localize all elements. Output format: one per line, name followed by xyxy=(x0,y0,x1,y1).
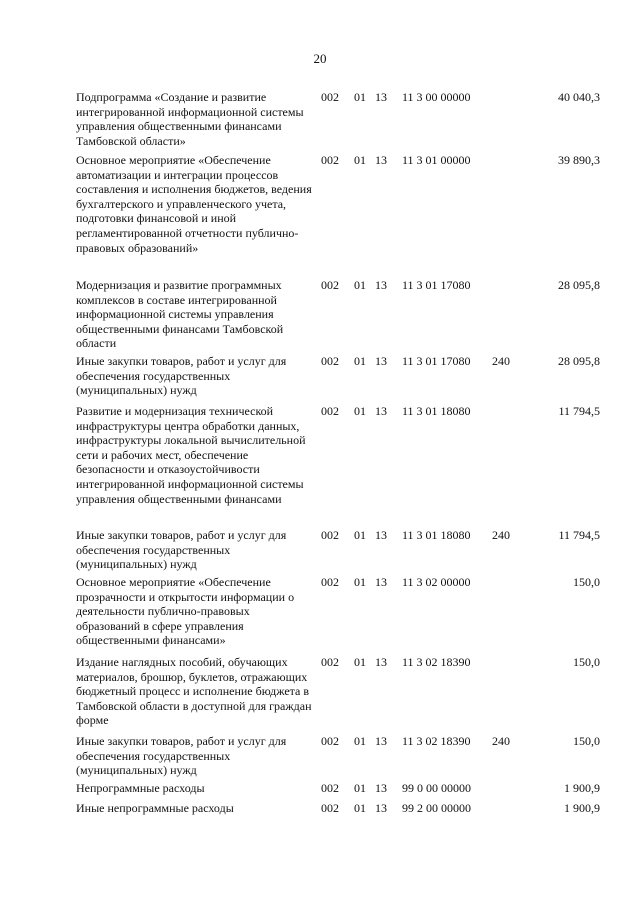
row-subsection: 13 xyxy=(375,404,387,418)
row-name: Издание наглядных пособий, обучающих материалов, брошюр, буклетов, отражающих бюджетный процесс и исполнение бюджета в Тамбовской области в доступной для граждан форме xyxy=(76,655,312,728)
row-target-article: 11 3 01 00000 xyxy=(402,153,471,167)
row-section: 01 xyxy=(354,528,366,542)
row-amount: 1 900,9 xyxy=(564,801,600,815)
row-section: 01 xyxy=(354,90,366,104)
row-amount: 28 095,8 xyxy=(558,278,600,292)
row-expense-type: 240 xyxy=(492,354,510,368)
row-target-article: 11 3 00 00000 xyxy=(402,90,471,104)
row-target-article: 11 3 01 18080 xyxy=(402,528,471,542)
row-subsection: 13 xyxy=(375,354,387,368)
row-name: Иные закупки товаров, работ и услуг для обеспечения государственных (муниципальных) нужд xyxy=(76,354,287,398)
row-amount: 150,0 xyxy=(573,734,600,748)
row-expense-type: 240 xyxy=(492,734,510,748)
row-admin-code: 002 xyxy=(321,801,339,815)
row-section: 01 xyxy=(354,655,366,669)
row-admin-code: 002 xyxy=(321,655,339,669)
row-section: 01 xyxy=(354,801,366,815)
row-subsection: 13 xyxy=(375,278,387,292)
row-name: Подпрограмма «Создание и развитие интегрированной информационной системы управления общественными финансами Тамбовской области» xyxy=(76,90,304,148)
row-name: Основное мероприятие «Обеспечение автоматизации и интеграции процессов составления и исполнения бюджетов, ведения бухгалтерского и управленческого учета, подготовки финансовой и иной регламентированной отчетности публично-правовых образований» xyxy=(76,153,312,255)
row-expense-type: 240 xyxy=(492,528,510,542)
row-admin-code: 002 xyxy=(321,354,339,368)
row-subsection: 13 xyxy=(375,801,387,815)
row-section: 01 xyxy=(354,153,366,167)
row-amount: 40 040,3 xyxy=(558,90,600,104)
row-amount: 1 900,9 xyxy=(564,781,600,795)
row-section: 01 xyxy=(354,278,366,292)
row-name: Иные непрограммные расходы xyxy=(76,801,234,815)
row-name: Модернизация и развитие программных комплексов в составе интегрированной информационной системы управления общественными финансами Тамбовской области xyxy=(76,278,284,351)
row-amount: 39 890,3 xyxy=(558,153,600,167)
row-admin-code: 002 xyxy=(321,575,339,589)
row-subsection: 13 xyxy=(375,655,387,669)
row-subsection: 13 xyxy=(375,90,387,104)
row-amount: 150,0 xyxy=(573,655,600,669)
row-amount: 11 794,5 xyxy=(558,404,600,418)
row-admin-code: 002 xyxy=(321,528,339,542)
row-target-article: 11 3 02 18390 xyxy=(402,655,471,669)
page-number: 20 xyxy=(313,51,327,66)
row-target-article: 11 3 01 17080 xyxy=(402,278,471,292)
row-admin-code: 002 xyxy=(321,781,339,795)
row-admin-code: 002 xyxy=(321,278,339,292)
row-subsection: 13 xyxy=(375,781,387,795)
row-target-article: 11 3 02 18390 xyxy=(402,734,471,748)
row-section: 01 xyxy=(354,781,366,795)
row-section: 01 xyxy=(354,575,366,589)
row-target-article: 11 3 01 18080 xyxy=(402,404,471,418)
row-section: 01 xyxy=(354,354,366,368)
row-name: Развитие и модернизация технической инфраструктуры центра обработки данных, инфраструктуры локальной вычислительной сети и рабочих мест, обеспечение безопасности и отказоустойчивости интегрированной информационной системы управления общественными финансами xyxy=(76,404,306,506)
row-target-article: 99 2 00 00000 xyxy=(402,801,471,815)
row-name: Непрограммные расходы xyxy=(76,781,205,795)
row-admin-code: 002 xyxy=(321,153,339,167)
row-target-article: 99 0 00 00000 xyxy=(402,781,471,795)
row-name: Основное мероприятие «Обеспечение прозрачности и открытости информации о деятельности публично-правовых образований в сфере управления общественными финансами» xyxy=(76,575,295,648)
row-name: Иные закупки товаров, работ и услуг для обеспечения государственных (муниципальных) нужд xyxy=(76,528,287,572)
row-subsection: 13 xyxy=(375,575,387,589)
row-subsection: 13 xyxy=(375,153,387,167)
row-name: Иные закупки товаров, работ и услуг для обеспечения государственных (муниципальных) нужд xyxy=(76,734,287,778)
row-amount: 28 095,8 xyxy=(558,354,600,368)
row-target-article: 11 3 02 00000 xyxy=(402,575,471,589)
row-subsection: 13 xyxy=(375,528,387,542)
row-section: 01 xyxy=(354,404,366,418)
row-target-article: 11 3 01 17080 xyxy=(402,354,471,368)
row-subsection: 13 xyxy=(375,734,387,748)
row-section: 01 xyxy=(354,734,366,748)
row-admin-code: 002 xyxy=(321,90,339,104)
row-admin-code: 002 xyxy=(321,734,339,748)
row-amount: 150,0 xyxy=(573,575,600,589)
row-amount: 11 794,5 xyxy=(558,528,600,542)
row-admin-code: 002 xyxy=(321,404,339,418)
